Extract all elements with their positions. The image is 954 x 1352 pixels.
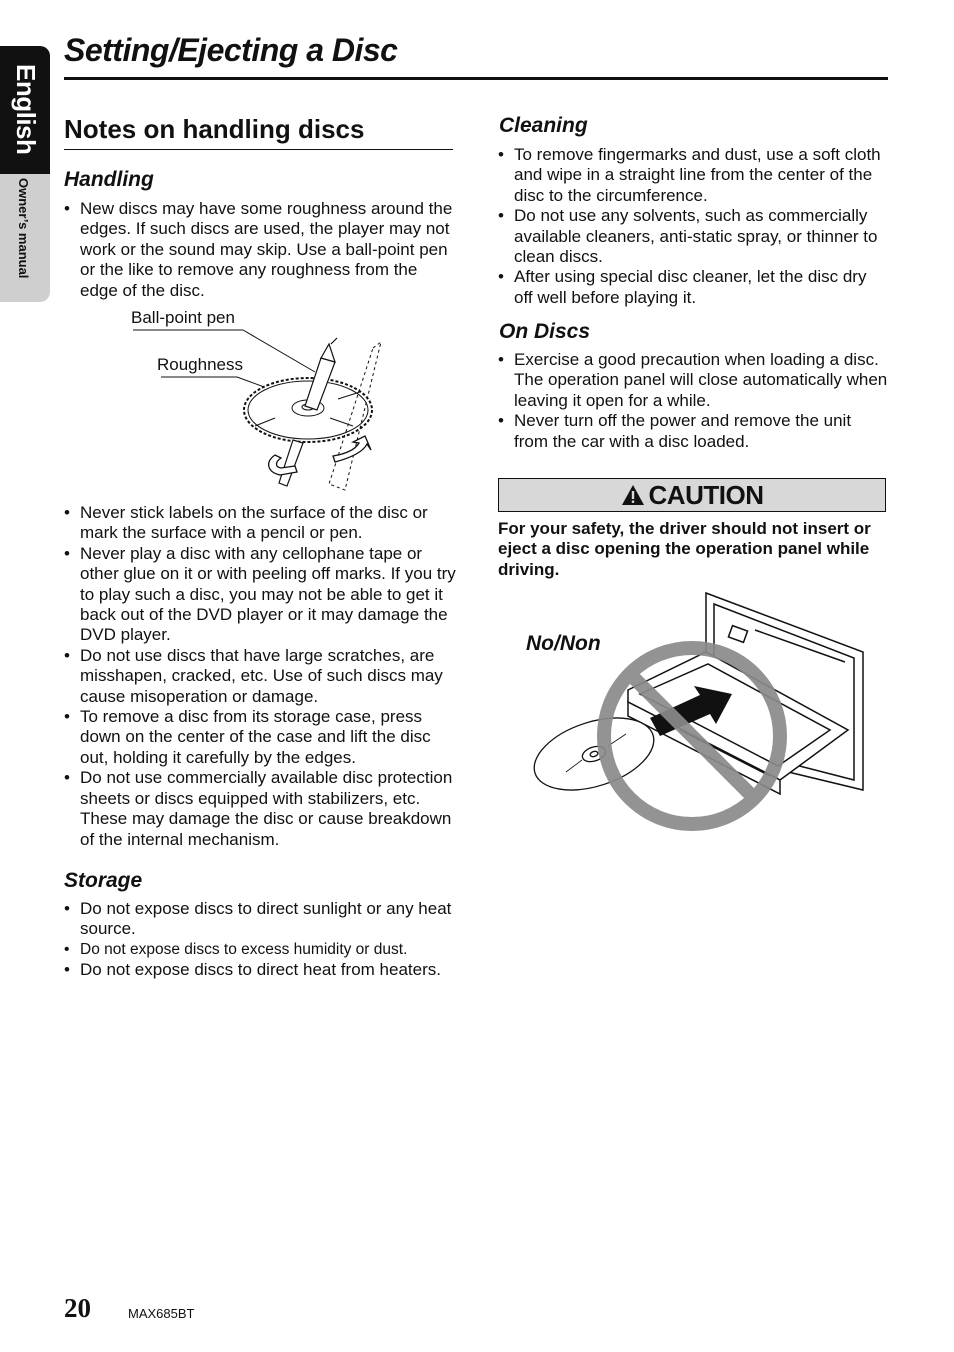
warning-triangle-icon (621, 484, 645, 506)
no-disc-insert-illustration (530, 590, 870, 840)
language-label: English (11, 64, 41, 155)
caution-banner (498, 478, 886, 512)
handling-heading: Handling (64, 168, 154, 191)
list-item: • Do not use discs that have large scratches, are misshapen, cracked, etc. Use of such discs may cause misoperation or damage. (64, 646, 456, 707)
list-item: • New discs may have some roughness around the edges. If such discs are used, the player may not work or the sound may skip. Use a ball-point pen or the like to remove any roughness from the edge of the disc. (64, 199, 456, 301)
page-title: Setting/Ejecting a Disc (64, 32, 398, 68)
list-item: • Do not expose discs to excess humidity or dust. (64, 940, 456, 960)
caution-label: CAUTION (648, 479, 764, 510)
list-item: • Do not use any solvents, such as commercially available cleaners, anti-static spray, or thinner to clean discs. (498, 206, 888, 267)
no-non-label: No/Non (526, 632, 601, 655)
cleaning-heading: Cleaning (499, 114, 588, 137)
side-tab (0, 46, 50, 302)
list-item: • Never play a disc with any cellophane tape or other glue on it or with peeling off marks. If you try to play such a disc, you may not be able to get it back out of the DVD player or it may damage the DVD player. (64, 544, 456, 646)
storage-heading: Storage (64, 869, 143, 892)
list-item: • To remove a disc from its storage case, press down on the center of the case and lift the disc out, holding it carefully by the edges. (64, 707, 456, 768)
list-item: • Do not use commercially available disc protection sheets or discs equipped with stabilizers, etc. These may damage the disc or cause breakdown of the internal mechanism. (64, 768, 456, 850)
on-discs-bullets (498, 350, 888, 452)
cleaning-bullets (498, 145, 888, 308)
manual-label: Owner’s manual (16, 178, 31, 279)
list-item: • To remove fingermarks and dust, use a soft cloth and wipe in a straight line from the center of the disc to the circumference. (498, 145, 888, 206)
list-item: • Exercise a good precaution when loading a disc. The operation panel will close automatically when leaving it open for a while. (498, 350, 888, 411)
list-item: • Never turn off the power and remove the unit from the car with a disc loaded. (498, 411, 888, 452)
handling-bullets (64, 503, 456, 850)
model-number: MAX685BT (128, 1306, 195, 1321)
on-discs-heading: On Discs (499, 320, 591, 343)
head-unit-icon (628, 593, 863, 794)
title-rule (64, 77, 888, 80)
figure-label-roughness: Roughness (157, 355, 244, 374)
disc-icon (244, 378, 372, 442)
page-number: 20 (64, 1293, 91, 1323)
disc-roughness-illustration (125, 300, 415, 500)
list-item: • After using special disc cleaner, let the disc dry off well before playing it. (498, 267, 888, 308)
caution-text: For your safety, the driver should not insert or eject a disc opening the operation panel while driving. (498, 519, 871, 579)
section-title: Notes on handling discs (64, 114, 365, 144)
storage-bullets (64, 899, 456, 981)
list-item: • Do not expose discs to direct heat from heaters. (64, 960, 456, 980)
handling-intro-list (64, 199, 456, 301)
section-rule (64, 149, 453, 150)
language-tab (0, 46, 50, 174)
list-item: • Do not expose discs to direct sunlight or any heat source. (64, 899, 456, 940)
list-item: • Never stick labels on the surface of the disc or mark the surface with a pencil or pen. (64, 503, 456, 544)
figure-label-pen: Ball-point pen (131, 308, 235, 327)
